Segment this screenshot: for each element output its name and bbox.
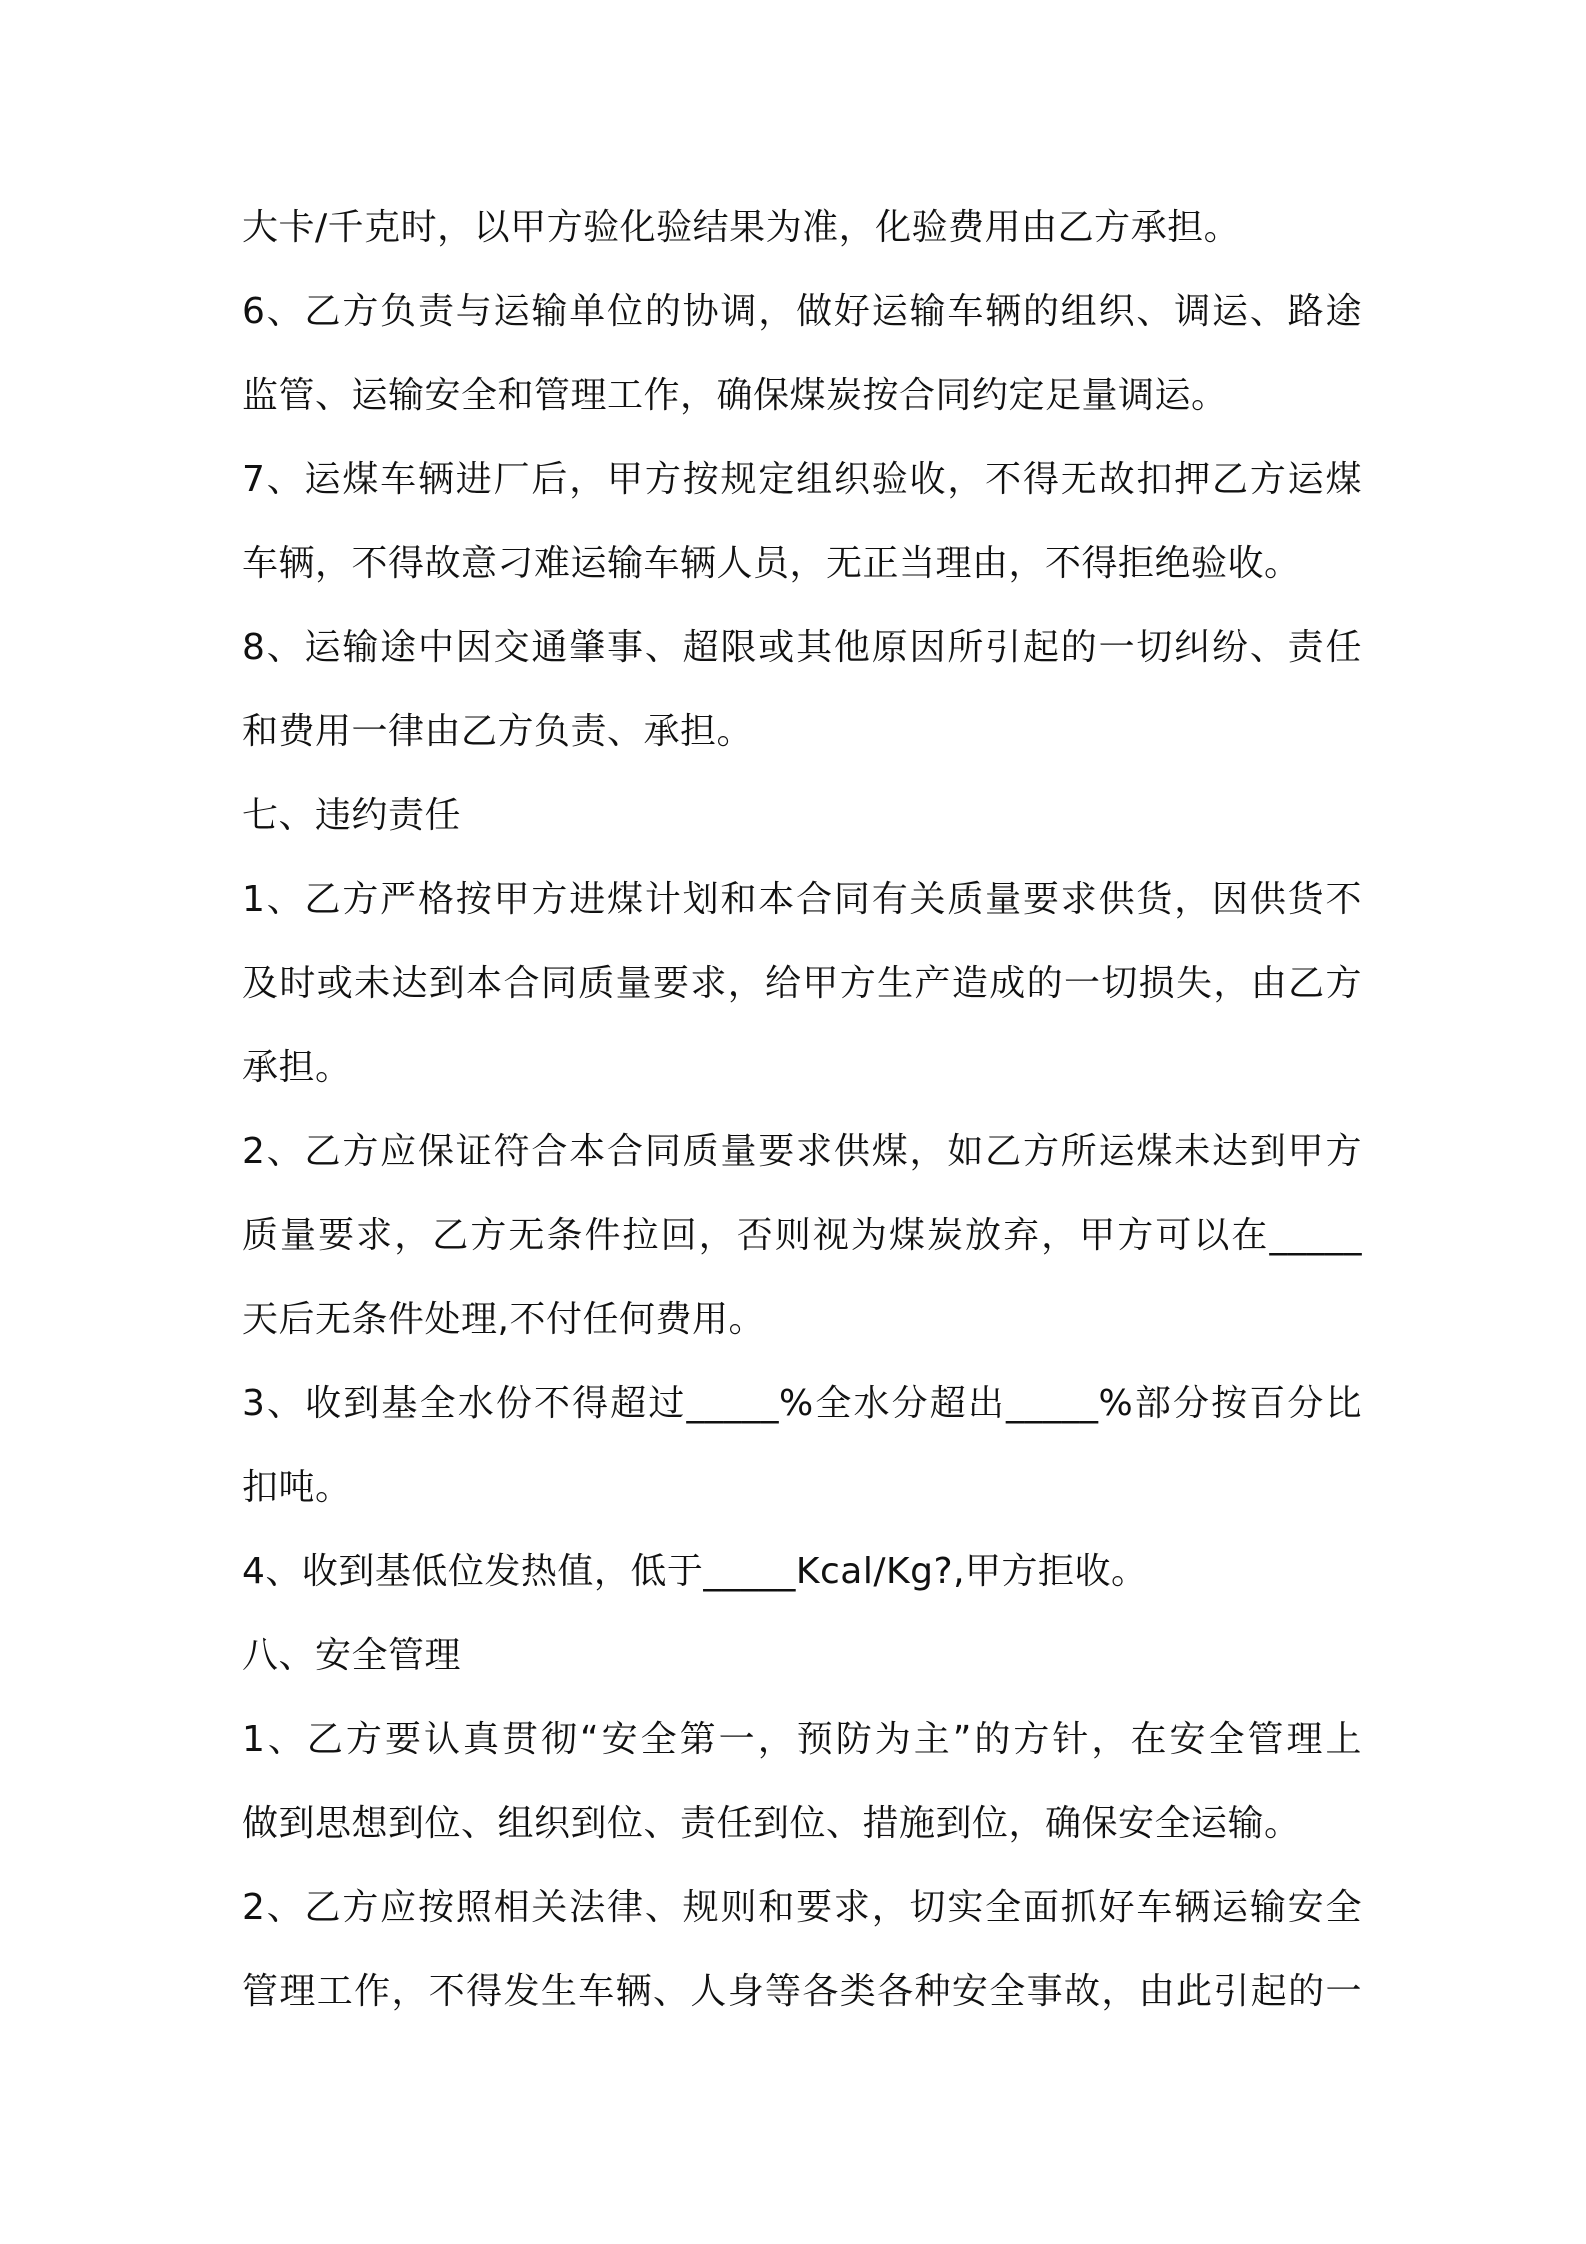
- text-line: 做到思想到位、组织到位、责任到位、措施到位，确保安全运输。: [242, 1803, 1301, 1844]
- text-line: 和费用一律由乙方负责、承担。: [242, 711, 754, 752]
- section-heading: 八、安全管理: [242, 1635, 462, 1676]
- text-line: 扣吨。: [242, 1467, 352, 1508]
- text-line: 天后无条件处理,不付任何费用。: [242, 1299, 765, 1340]
- text-line: 管理工作，不得发生车辆、人身等各类各种安全事故，由此引起的一: [242, 1971, 1362, 2012]
- text-line: 监管、运输安全和管理工作，确保煤炭按合同约定足量调运。: [242, 375, 1228, 416]
- text-line: 2、乙方应保证符合本合同质量要求供煤，如乙方所运煤未达到甲方: [242, 1131, 1362, 1172]
- text-line: 1、乙方严格按甲方进煤计划和本合同有关质量要求供货，因供货不: [242, 879, 1362, 920]
- text-line: 3、收到基全水份不得超过_____%全水分超出_____%部分按百分比: [242, 1383, 1362, 1424]
- text-line: 承担。: [242, 1047, 352, 1088]
- text-line: 质量要求，乙方无条件拉回，否则视为煤炭放弃，甲方可以在_____: [242, 1215, 1362, 1256]
- text-line: 大卡/千克时，以甲方验化验结果为准，化验费用由乙方承担。: [242, 207, 1241, 248]
- text-line: 及时或未达到本合同质量要求，给甲方生产造成的一切损失，由乙方: [242, 963, 1362, 1004]
- section-heading: 七、违约责任: [242, 795, 462, 836]
- text-line: 7、运煤车辆进厂后，甲方按规定组织验收，不得无故扣押乙方运煤: [242, 459, 1362, 500]
- text-line: 6、乙方负责与运输单位的协调，做好运输车辆的组织、调运、路途: [242, 291, 1362, 332]
- text-line: 1、乙方要认真贯彻“安全第一，预防为主”的方针，在安全管理上: [242, 1719, 1362, 1760]
- text-line: 2、乙方应按照相关法律、规则和要求，切实全面抓好车辆运输安全: [242, 1887, 1362, 1928]
- text-line: 车辆，不得故意刁难运输车辆人员，无正当理由，不得拒绝验收。: [242, 543, 1301, 584]
- text-line: 8、运输途中因交通肇事、超限或其他原因所引起的一切纠纷、责任: [242, 627, 1362, 668]
- text-line: 4、收到基低位发热值，低于_____Kcal/Kg?,甲方拒收。: [242, 1551, 1148, 1592]
